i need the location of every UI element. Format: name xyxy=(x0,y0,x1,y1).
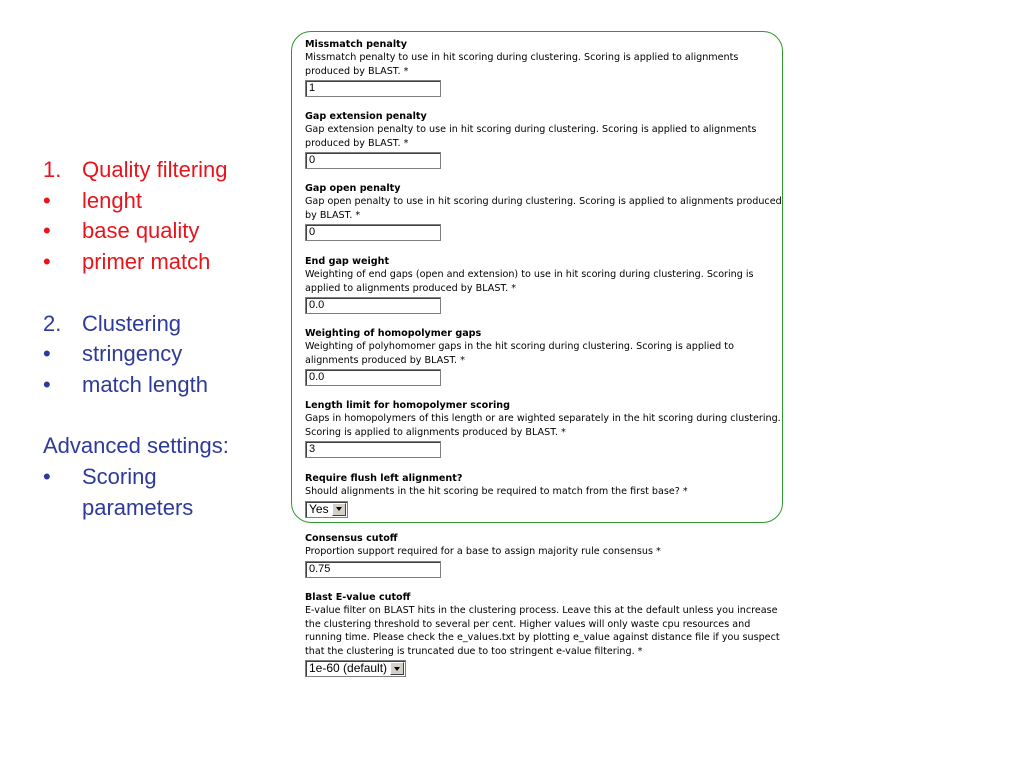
bullet-label: primer match xyxy=(82,249,211,275)
gap-open-penalty-input[interactable]: 0 xyxy=(305,224,441,241)
field-flush-left-alignment xyxy=(305,472,783,518)
bullet-label: Scoring parameters xyxy=(82,464,194,520)
advanced-settings-heading: Advanced settings: xyxy=(43,433,229,459)
bullet-item xyxy=(43,462,283,523)
missmatch-penalty-input[interactable]: 1 xyxy=(305,80,441,97)
field-description: Missmatch penalty to use in hit scoring during clustering. Scoring is applied to alignments produced by BLAST. * xyxy=(305,52,739,77)
bullet-icon: • xyxy=(43,341,51,367)
field-homopolymer-gap-weighting xyxy=(305,327,783,386)
bullet-item xyxy=(43,216,283,247)
field-description: Should alignments in the hit scoring be required to match from the first base? * xyxy=(305,486,688,497)
bullet-icon: • xyxy=(43,187,51,213)
field-title: Consensus cutoff xyxy=(305,533,398,544)
field-title: Blast E-value cutoff xyxy=(305,592,411,603)
field-missmatch-penalty xyxy=(305,38,783,97)
bullet-item xyxy=(43,339,283,370)
field-consensus-cutoff xyxy=(305,532,783,578)
bullet-icon: • xyxy=(43,249,51,275)
bullet-icon: • xyxy=(43,218,51,244)
field-gap-extension-penalty xyxy=(305,110,783,169)
bullet-icon: • xyxy=(43,371,51,397)
section-heading-clustering xyxy=(43,309,283,340)
bullet-item xyxy=(43,186,283,217)
bullet-item xyxy=(43,247,283,278)
bullet-icon: • xyxy=(43,464,51,489)
field-blast-evalue-cutoff xyxy=(305,591,783,677)
blast-evalue-cutoff-select[interactable] xyxy=(305,660,406,677)
field-description: Weighting of end gaps (open and extension) to use in hit scoring during clustering. Scoring is applied to alignments produced by BLAST. * xyxy=(305,269,754,294)
section-number: 2. xyxy=(43,310,62,336)
slide-outline xyxy=(43,155,283,523)
chevron-down-icon[interactable] xyxy=(332,503,346,516)
select-value: Yes xyxy=(309,501,329,516)
field-description: Gap extension penalty to use in hit scoring during clustering. Scoring is applied to alignments produced by BLAST. * xyxy=(305,124,757,149)
section-number: 1. xyxy=(43,157,62,182)
field-description: Gap open penalty to use in hit scoring during clustering. Scoring is applied to alignments produced by BLAST. * xyxy=(305,196,782,221)
homopolymer-length-limit-input[interactable]: 3 xyxy=(305,441,441,458)
section-heading-quality xyxy=(43,155,283,186)
bullet-item xyxy=(43,370,283,401)
bullet-label: base quality xyxy=(82,218,200,244)
field-description: Gaps in homopolymers of this length or are wighted separately in the hit scoring during clustering. Scoring is applied to alignments produced by BLAST. * xyxy=(305,413,781,438)
gap-extension-penalty-input[interactable]: 0 xyxy=(305,152,441,169)
field-title: Gap open penalty xyxy=(305,183,401,194)
bullet-label: match length xyxy=(82,371,208,397)
field-description: E-value filter on BLAST hits in the clustering process. Leave this at the default unless you increase the clustering threshold to several per cent. Higher values will only waste cpu resources and running time. Please check the e_values.txt by plotting e_value against distance file if you suspect that the clustering is truncated due to too stringent e-value filtering. * xyxy=(305,605,780,657)
bullet-label: lenght xyxy=(82,187,142,213)
section-label: Clustering xyxy=(82,310,182,336)
field-description: Weighting of polyhomomer gaps in the hit scoring during clustering. Scoring is applied to alignments produced by BLAST. * xyxy=(305,341,734,366)
flush-left-alignment-select[interactable] xyxy=(305,501,348,518)
consensus-cutoff-input[interactable]: 0.75 xyxy=(305,561,441,578)
section-label: Quality filtering xyxy=(82,157,228,182)
field-title: Require flush left alignment? xyxy=(305,473,463,484)
bullet-label: stringency xyxy=(82,341,183,367)
end-gap-weight-input[interactable]: 0.0 xyxy=(305,297,441,314)
field-title: Weighting of homopolymer gaps xyxy=(305,328,482,339)
field-title: Length limit for homopolymer scoring xyxy=(305,400,510,411)
field-title: End gap weight xyxy=(305,256,390,267)
select-value: 1e-60 (default) xyxy=(309,661,388,675)
chevron-down-icon[interactable] xyxy=(390,662,404,675)
field-homopolymer-length-limit xyxy=(305,399,783,458)
field-title: Missmatch penalty xyxy=(305,39,407,50)
homopolymer-gap-weighting-input[interactable]: 0.0 xyxy=(305,369,441,386)
field-gap-open-penalty xyxy=(305,182,783,241)
field-title: Gap extension penalty xyxy=(305,111,427,122)
field-end-gap-weight xyxy=(305,255,783,314)
field-description: Proportion support required for a base to assign majority rule consensus * xyxy=(305,546,661,557)
